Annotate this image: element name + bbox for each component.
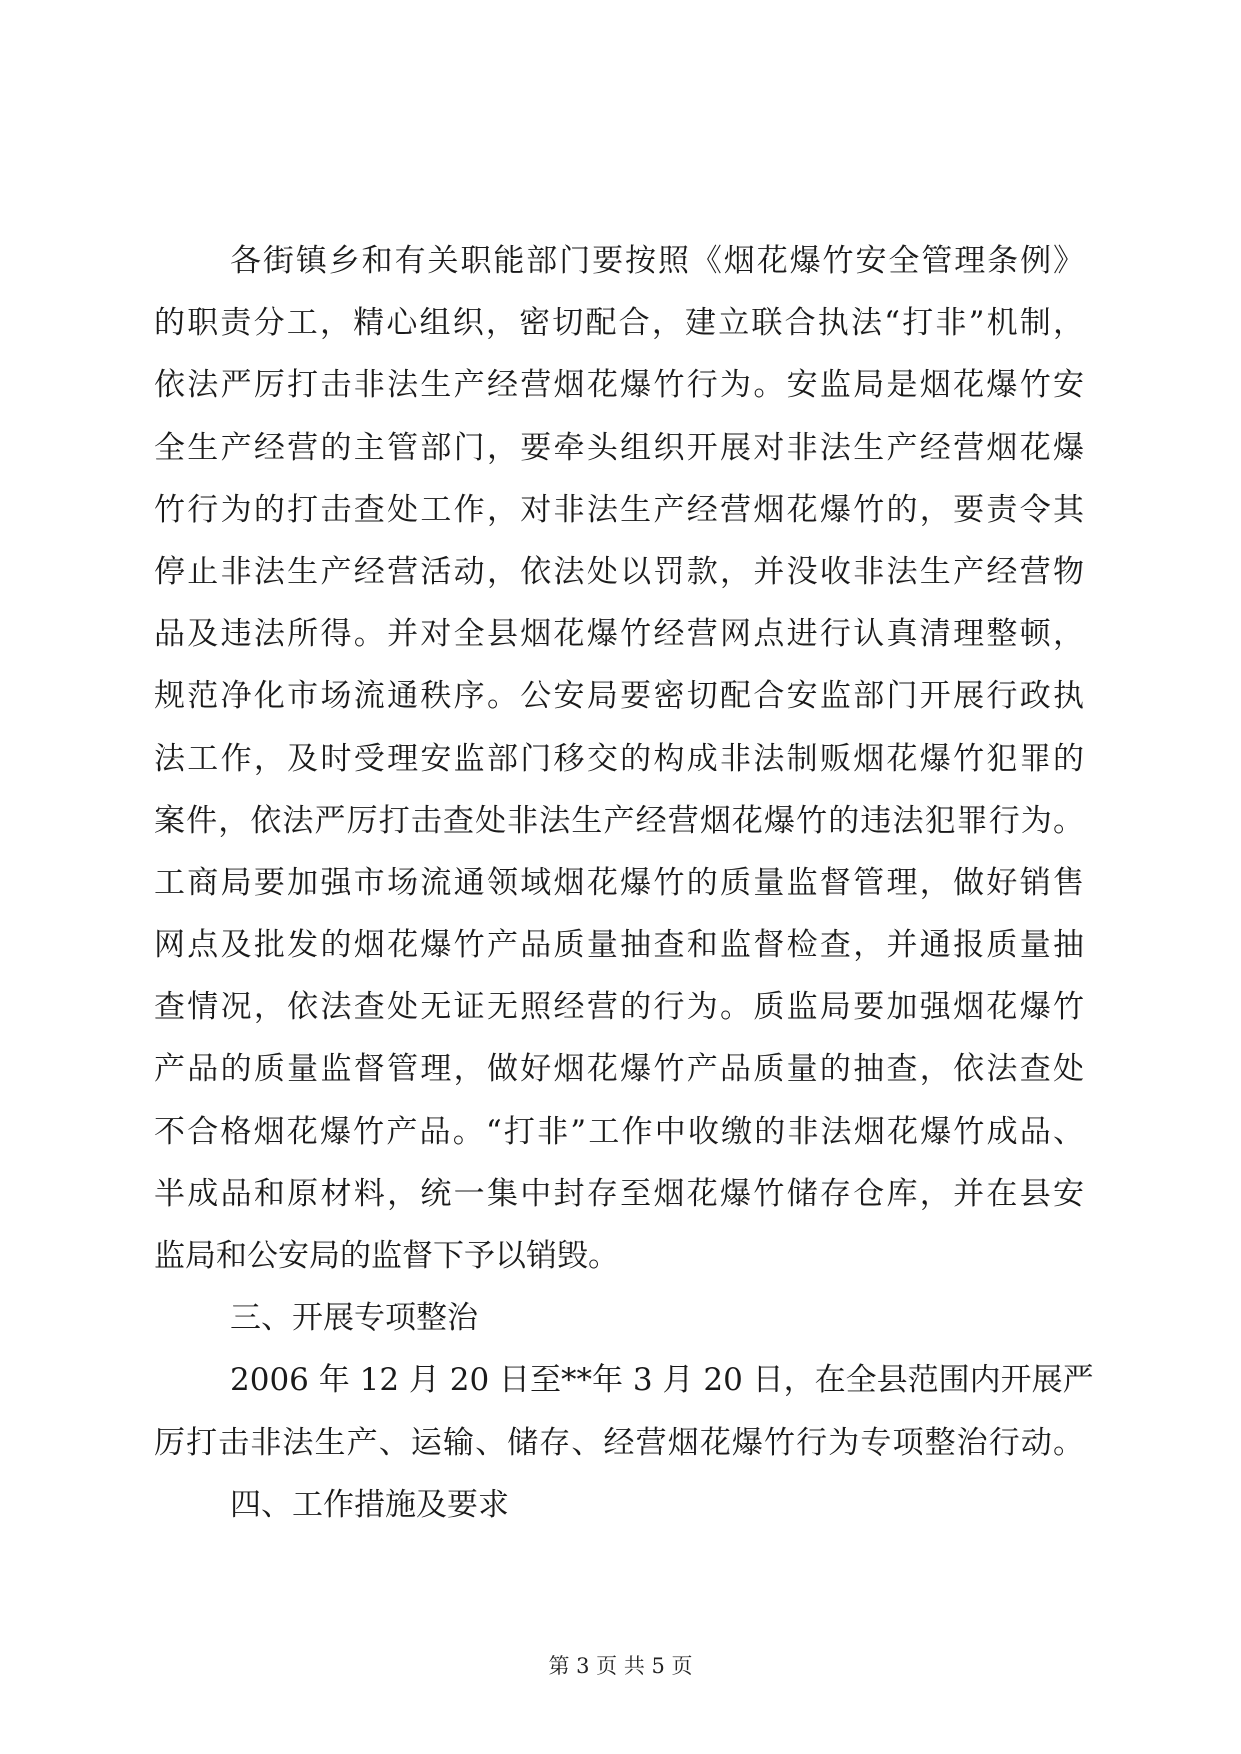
paragraph-line: 品及违法所得。并对全县烟花爆竹经营网点进行认真清理整顿， <box>154 616 1084 653</box>
paragraph-line: 依法严厉打击非法生产经营烟花爆竹行为。安监局是烟花爆竹安 <box>154 367 1084 404</box>
paragraph-line: 半成品和原材料，统一集中封存至烟花爆竹储存仓库，并在县安 <box>154 1175 1084 1212</box>
paragraph-line: 规范净化市场流通秩序。公安局要密切配合安监部门开展行政执 <box>154 678 1084 715</box>
paragraph-line: 法工作，及时受理安监部门移交的构成非法制贩烟花爆竹犯罪的 <box>154 740 1084 777</box>
paragraph-line: 产品的质量监督管理，做好烟花爆竹产品质量的抽查，依法查处 <box>154 1051 1084 1088</box>
paragraph-line: 网点及批发的烟花爆竹产品质量抽查和监督检查，并通报质量抽 <box>154 927 1084 964</box>
paragraph-line: 各街镇乡和有关职能部门要按照《烟花爆竹安全管理条例》 <box>230 243 1084 279</box>
paragraph-line: 查情况，依法查处无证无照经营的行为。质监局要加强烟花爆竹 <box>154 989 1084 1026</box>
paragraph-line: 不合格烟花爆竹产品。“打非”工作中收缴的非法烟花爆竹成品、 <box>154 1113 1084 1150</box>
section-heading: 三、开展专项整治 <box>230 1300 478 1337</box>
paragraph-line: 厉打击非法生产、运输、储存、经营烟花爆竹行为专项整治行动。 <box>154 1424 1084 1461</box>
paragraph-line: 工商局要加强市场流通领域烟花爆竹的质量监督管理，做好销售 <box>154 864 1084 901</box>
paragraph-line: 2006 年 12 月 20 日至**年 3 月 20 日，在全县范围内开展严 <box>230 1362 1094 1399</box>
paragraph-line: 监局和公安局的监督下予以销毁。 <box>154 1238 619 1274</box>
page-number-footer: 第 3 页 共 5 页 <box>548 1654 693 1678</box>
paragraph-line: 竹行为的打击查处工作，对非法生产经营烟花爆竹的，要责令其 <box>154 491 1084 528</box>
document-body <box>154 230 1094 1536</box>
paragraph-line: 全生产经营的主管部门，要牵头组织开展对非法生产经营烟花爆 <box>154 429 1084 466</box>
paragraph-line: 案件，依法严厉打击查处非法生产经营烟花爆竹的违法犯罪行为。 <box>154 802 1084 839</box>
paragraph-line: 停止非法生产经营活动，依法处以罚款，并没收非法生产经营物 <box>154 553 1084 590</box>
section-heading: 四、工作措施及要求 <box>230 1486 509 1523</box>
paragraph-line: 的职责分工，精心组织，密切配合，建立联合执法“打非”机制， <box>154 305 1084 342</box>
